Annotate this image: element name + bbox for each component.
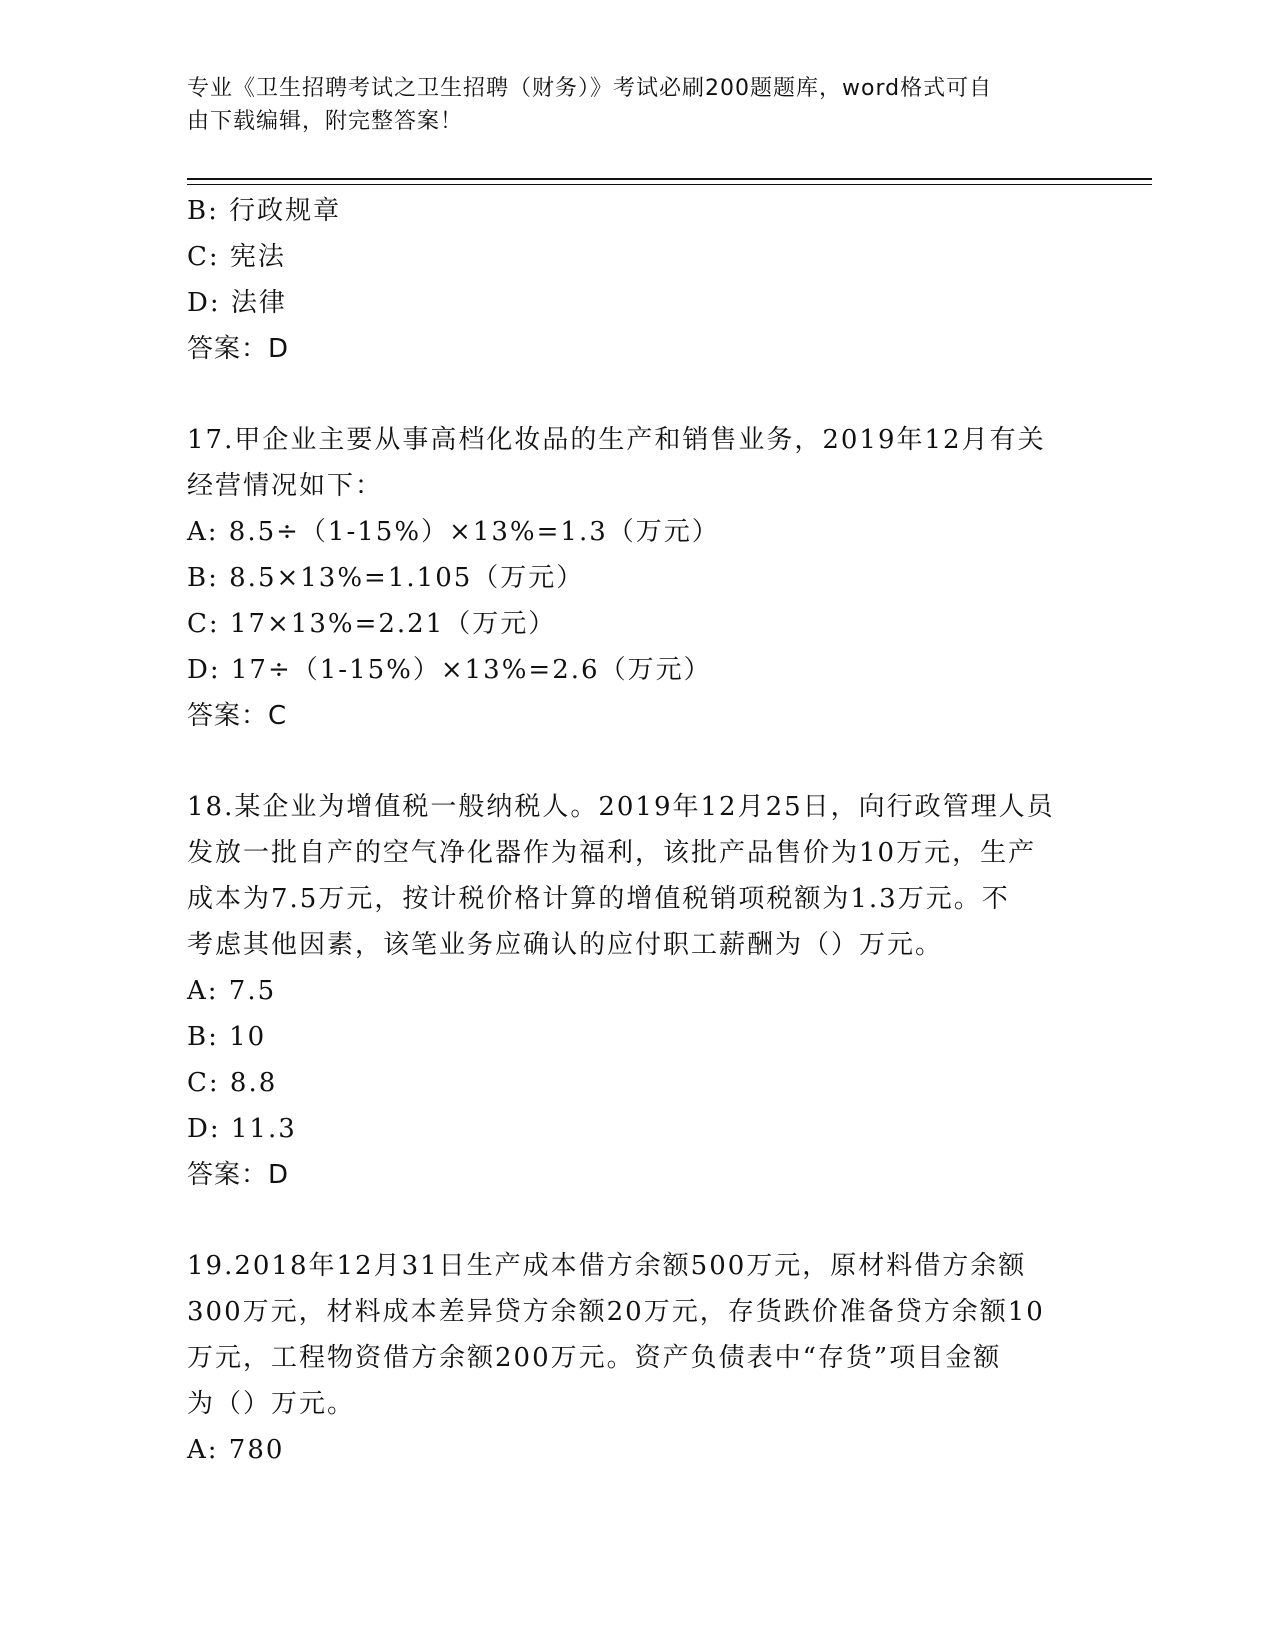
answer-line: 答案：C <box>187 701 288 731</box>
option-c: C: 8.8 <box>187 1068 278 1098</box>
question-text-line: 成本为7.5万元，按计税价格计算的增值税销项税额为1.3万元。不 <box>187 884 1010 914</box>
option-b: B: 10 <box>187 1022 267 1052</box>
option-a: A: 780 <box>187 1435 285 1465</box>
question-18 <box>187 784 1087 1198</box>
header-line-1: 专业《卫生招聘考试之卫生招聘（财务）》考试必刷200题题库，word格式可自 <box>187 76 993 101</box>
question-text-line: 为（）万元。 <box>187 1389 356 1419</box>
answer-line: 答案：D <box>187 1160 290 1190</box>
option-a: A: 8.5÷（1-15%）×13%=1.3（万元） <box>187 517 720 547</box>
option-a: A: 7.5 <box>187 976 277 1006</box>
document-header <box>187 72 1067 138</box>
question-text-line: 经营情况如下： <box>187 471 384 501</box>
question-text-line: 17.甲企业主要从事高档化妆品的生产和销售业务，2019年12月有关 <box>187 425 1046 455</box>
option-d: D: 法律 <box>187 288 287 318</box>
option-d: D: 17÷（1-15%）×13%=2.6（万元） <box>187 655 712 685</box>
option-c: C: 17×13%=2.21（万元） <box>187 609 557 639</box>
answer-line: 答案：D <box>187 334 290 364</box>
question-text-line: 万元，工程物资借方余额200万元。资产负债表中“存货”项目金额 <box>187 1343 1002 1373</box>
question-text-line: 18.某企业为增值税一般纳税人。2019年12月25日，向行政管理人员 <box>187 792 1055 822</box>
option-b: B: 8.5×13%=1.105（万元） <box>187 563 585 593</box>
question-17 <box>187 417 1087 739</box>
question-16-tail <box>187 188 1087 372</box>
header-divider-thick <box>187 178 1152 180</box>
question-text-line: 发放一批自产的空气净化器作为福利，该批产品售价为10万元，生产 <box>187 838 1037 868</box>
question-text-line: 300万元，材料成本差异贷方余额20万元，存货跌价准备贷方余额10 <box>187 1297 1045 1327</box>
document-body <box>187 188 1087 1473</box>
question-19 <box>187 1243 1087 1473</box>
option-d: D: 11.3 <box>187 1114 297 1144</box>
question-text-line: 考虑其他因素，该笔业务应确认的应付职工薪酬为（）万元。 <box>187 930 944 960</box>
header-divider-thin <box>187 184 1152 185</box>
option-b: B: 行政规章 <box>187 196 342 226</box>
question-text-line: 19.2018年12月31日生产成本借方余额500万元，原材料借方余额 <box>187 1251 1027 1281</box>
header-line-2: 由下载编辑，附完整答案！ <box>187 109 464 134</box>
option-c: C: 宪法 <box>187 242 286 272</box>
